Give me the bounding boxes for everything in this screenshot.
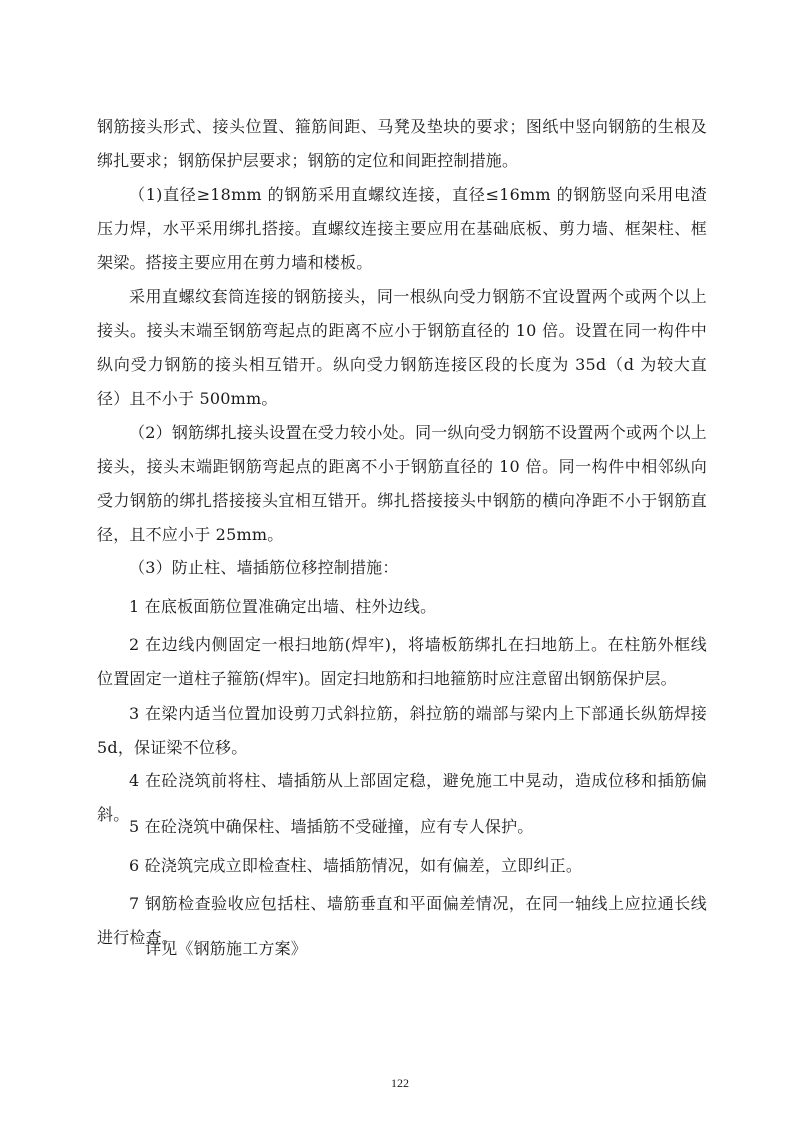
paragraph-step-1: 1 在底板面筋位置准确定出墙、柱外边线。 bbox=[129, 597, 437, 616]
paragraph-sleeve-joint: 采用直螺纹套筒连接的钢筋接头，同一根纵向受力钢筋不宜设置两个或两个以上接头。接头末端至钢筋弯起点的距离不应小于钢筋直径的 10 倍。设置在同一构件中纵向受力钢筋的接头相互错开。纵向受力钢筋连接区段的长度为 35d（d 为较大直径）且不小于 500mm。 bbox=[97, 287, 707, 408]
paragraph-step-2: 2 在边线内侧固定一根扫地筋(焊牢)，将墙板筋绑扎在扫地筋上。在柱筋外框线位置固定一道柱子箍筋(焊牢)。固定扫地筋和扫地箍筋时应注意留出钢筋保护层。 bbox=[97, 635, 707, 688]
paragraph-see-plan: 详见《钢筋施工方案》 bbox=[145, 939, 308, 958]
paragraph-step-7: 7 钢筋检查验收应包括柱、墙筋垂直和平面偏差情况，在同一轴线上应拉通长线进行检查。 bbox=[97, 894, 707, 947]
page-number: 122 bbox=[391, 1076, 409, 1090]
paragraph-step-3: 3 在梁内适当位置加设剪刀式斜拉筋，斜拉筋的端部与梁内上下部通长纵筋焊接 5d，保证梁不位移。 bbox=[97, 704, 707, 757]
paragraph-rebar-requirements: 钢筋接头形式、接头位置、箍筋间距、马凳及垫块的要求；图纸中竖向钢筋的生根及绑扎要求；钢筋保护层要求；钢筋的定位和间距控制措施。 bbox=[97, 117, 707, 170]
paragraph-step-5: 5 在砼浇筑中确保柱、墙插筋不受碰撞，应有专人保护。 bbox=[129, 817, 534, 836]
paragraph-lap-joint: （2）钢筋绑扎接头设置在受力较小处。同一纵向受力钢筋不设置两个或两个以上接头，接头末端距钢筋弯起点的距离不小于钢筋直径的 10 倍。同一构件中相邻纵向受力钢筋的绑扎搭接接头宜相互错开。绑扎搭接接头中钢筋的横向净距不小于钢筋直径，且不应小于 25mm。 bbox=[97, 423, 707, 544]
paragraph-step-4: 4 在砼浇筑前将柱、墙插筋从上部固定稳，避免施工中晃动，造成位移和插筋偏斜。 bbox=[97, 771, 707, 824]
paragraph-step-6: 6 砼浇筑完成立即检查柱、墙插筋情况，如有偏差，立即纠正。 bbox=[129, 856, 583, 875]
paragraph-displacement-heading: （3）防止柱、墙插筋位移控制措施： bbox=[129, 558, 399, 577]
paragraph-thread-connection: （1)直径≥18mm 的钢筋采用直螺纹连接，直径≤16mm 的钢筋竖向采用电渣压力焊，水平采用绑扎搭接。直螺纹连接主要应用在基础底板、剪力墙、框架柱、框架梁。搭接主要应用在剪力墙和楼板。 bbox=[97, 185, 707, 272]
